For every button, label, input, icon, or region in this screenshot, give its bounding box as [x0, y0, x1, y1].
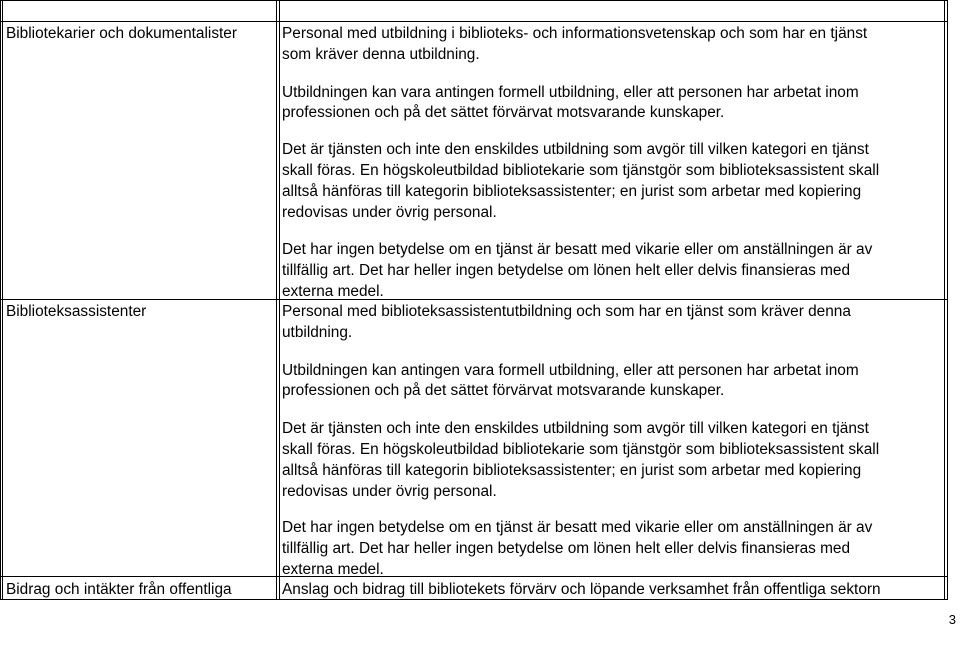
text-line: skall föras. En högskoleutbildad bibliotekarie som tjänstgör som biblioteksassistent skall [282, 161, 880, 179]
text-line: alltså hänföras till kategorin biblioteksassistenter; en jurist som arbetar med kopiering [282, 182, 862, 200]
table-rule-right [947, 0, 948, 600]
paragraph [282, 140, 879, 223]
text-line: externa medel. [282, 560, 384, 578]
table-rule-left-inner [2, 0, 3, 600]
table-rule-col-divider-a [276, 0, 277, 600]
text-line: redovisas under övrig personal. [282, 482, 497, 500]
table-rule-left [0, 0, 1, 600]
text-line: Det är tjänsten och inte den enskildes utbildning som avgör till vilken kategori en tjänst [282, 420, 869, 438]
text-line: tillfällig art. Det har heller ingen betydelse om lönen helt eller delvis finansieras med [282, 540, 851, 558]
paragraph [282, 83, 879, 125]
table-rule-right-inner [944, 0, 945, 600]
table-rule-col-divider-b [279, 0, 280, 600]
text-line: alltså hänföras till kategorin biblioteksassistenter; en jurist som arbetar med kopiering [282, 461, 862, 479]
table-rule-top [0, 0, 948, 1]
text-line: skall föras. En högskoleutbildad bibliotekarie som tjänstgör som biblioteksassistent skall [282, 440, 880, 458]
paragraph [282, 580, 881, 601]
text-line: professionen och på det sättet förvärvat motsvarande kunskaper. [282, 104, 725, 122]
text-line: Personal med biblioteksassistentutbildning och som har en tjänst som kräver denna [282, 303, 851, 320]
table-rule-row1-top [0, 21, 948, 22]
paragraph [282, 361, 879, 403]
row-description-biblioteksassistenter [282, 302, 879, 581]
text-line: professionen och på det sättet förvärvat motsvarande kunskaper. [282, 382, 725, 400]
text-line: som kräver denna utbildning. [282, 45, 480, 63]
text-line: utbildning. [282, 323, 353, 341]
paragraph [282, 240, 879, 302]
paragraph [282, 518, 879, 580]
text-line: redovisas under övrig personal. [282, 203, 497, 221]
paragraph [282, 419, 879, 502]
text-line: Anslag och bidrag till bibliotekets förvärv och löpande verksamhet från offentliga sektorn [282, 581, 881, 598]
text-line: Utbildningen kan vara antingen formell utbildning, eller att personen har arbetat inom [282, 83, 859, 101]
text-line: externa medel. [282, 282, 384, 300]
paragraph [282, 302, 879, 344]
row-description-bidrag [282, 580, 881, 601]
paragraph [282, 24, 879, 66]
row-label-bibliotekarier: Bibliotekarier och dokumentalister [6, 25, 237, 42]
page-number: 3 [948, 612, 956, 627]
text-line: Det har ingen betydelse om en tjänst är besatt med vikarie eller om anställningen är av [282, 241, 873, 259]
row-description-bibliotekarier [282, 24, 879, 303]
text-line: Det har ingen betydelse om en tjänst är besatt med vikarie eller om anställningen är av [282, 519, 873, 537]
text-line: Utbildningen kan antingen vara formell utbildning, eller att personen har arbetat inom [282, 361, 859, 379]
row-label-biblioteksassistenter: Biblioteksassistenter [6, 303, 147, 320]
text-line: Personal med utbildning i biblioteks- och informationsvetenskap och som har en tjänst [282, 25, 868, 42]
row-label-bidrag: Bidrag och intäkter från offentliga [6, 581, 232, 598]
text-line: Det är tjänsten och inte den enskildes utbildning som avgör till vilken kategori en tjänst [282, 141, 869, 159]
text-line: tillfällig art. Det har heller ingen betydelse om lönen helt eller delvis finansieras med [282, 262, 851, 280]
